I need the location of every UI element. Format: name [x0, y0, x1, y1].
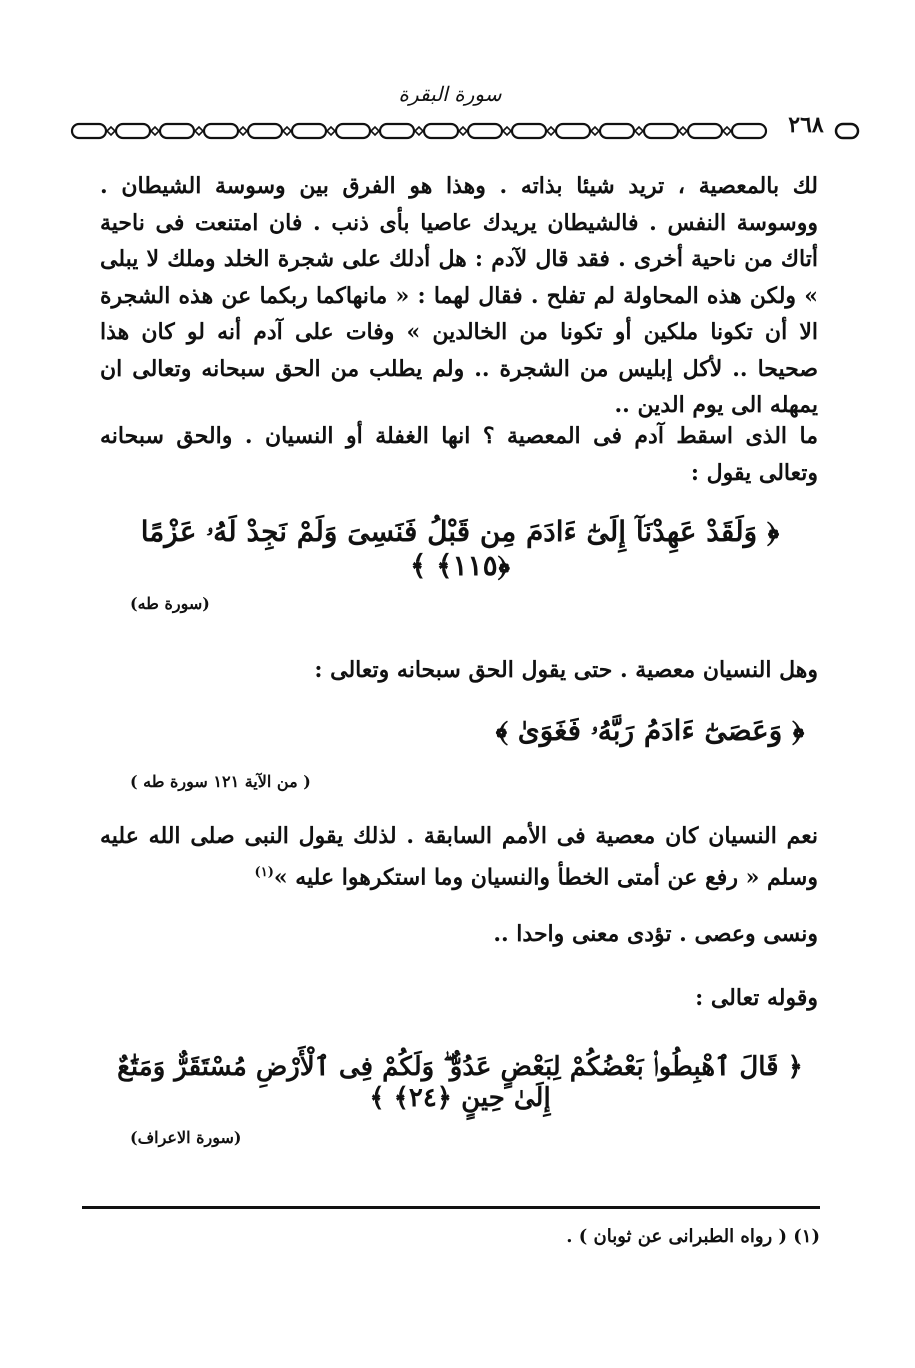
paragraph-2: ما الذى اسقط آدم فى المعصية ؟ انها الغفلة أو النسيان . والحق سبحانه وتعالى يقول :	[100, 423, 818, 486]
page-number: ٢٦٨	[788, 112, 824, 138]
paragraph-4	[100, 818, 818, 895]
quran-verse-taha-115: ﴿ وَلَقَدْ عَهِدْنَآ إِلَىٰٓ ءَادَمَ مِن قَبْلُ فَنَسِىَ وَلَمْ نَجِدْ لَهُۥ عَزْمًا ﴿١١٥﴾ ﴾	[140, 515, 780, 582]
verse-reference-2: ( من الآية ١٢١ سورة طه )	[130, 772, 311, 791]
quran-verse-araf-24: ﴿ قَالَ ٱهْبِطُوا۟ بَعْضُكُمْ لِبَعْضٍ عَدُوٌّ ۖ وَلَكُمْ فِى ٱلْأَرْضِ مُسْتَقَرٌّ وَمَتَٰعٌ إِلَىٰ حِينٍ ﴿٢٤﴾ ﴾	[117, 1052, 803, 1113]
footnote: (١) ( رواه الطبرانى عن ثوبان ) .	[566, 1226, 820, 1247]
verse-reference-3: (سورة الاعراف)	[130, 1128, 242, 1147]
paragraph-6: وقوله تعالى :	[695, 985, 818, 1011]
footnote-divider	[82, 1206, 820, 1209]
ornamental-chain-border	[70, 118, 775, 144]
surah-title: سورة البقرة	[398, 82, 502, 106]
ornamental-chain-end	[834, 121, 860, 141]
verse-reference-1: (سورة طه)	[130, 594, 210, 613]
paragraph-3: وهل النسيان معصية . حتى يقول الحق سبحانه وتعالى :	[314, 657, 818, 683]
paragraph-4-text: نعم النسيان كان معصية فى الأمم السابقة . لذلك يقول النبى صلى الله عليه وسلم « رفع عن أمتى الخطأ والنسيان وما استكرهوا عليه »	[100, 823, 818, 890]
footnote-marker: (١)	[254, 864, 274, 880]
paragraph-5: ونسى وعصى . تؤدى معنى واحدا ..	[493, 921, 818, 947]
paragraph-1: لك بالمعصية ، تريد شيئا بذاته . وهذا هو الفرق بين وسوسة الشيطان . ووسوسة النفس . فالشيطان يريدك عاصيا بأى ذنب . فان امتنعت فى ناحية أتاك من ناحية أخرى . فقد قال لآدم : هل أدلك على شجرة الخلد وملك لا يبلى » ولكن هذه المحاولة لم تفلح . فقال لهما : « مانهاكما ربكما عن هذه الشجرة الا أن تكونا ملكين أو تكونا من الخالدين » وفات على آدم أنه لو كان هذا صحيحا .. لأكل إبليس من الشجرة .. ولم يطلب من الحق سبحانه وتعالى ان يمهله الى يوم الدين ..	[100, 173, 818, 418]
quran-verse-taha-121: ﴿ وَعَصَىٰٓ ءَادَمُ رَبَّهُۥ فَغَوَىٰ ﴾	[495, 714, 805, 747]
